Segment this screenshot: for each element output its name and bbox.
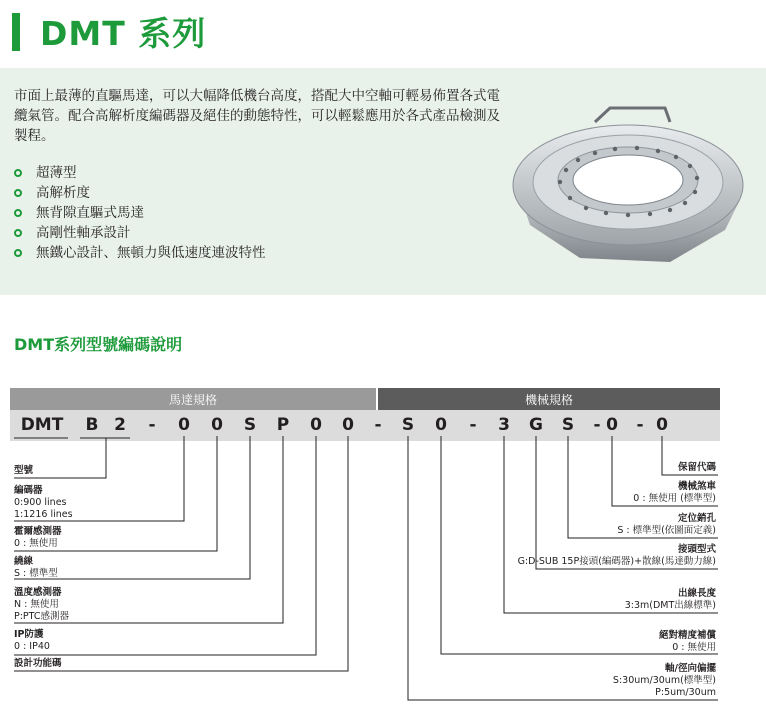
label-winding: 繞線 S : 標準型 <box>14 556 58 579</box>
feature-item: 超薄型 <box>14 163 266 183</box>
code-char: - <box>374 415 382 435</box>
code-char: 0 <box>310 415 322 435</box>
code-char: 0 <box>342 415 354 435</box>
code-char: S <box>561 415 575 435</box>
page-title: DMT 系列 <box>40 14 207 53</box>
label-connector: 接頭型式 G:D-SUB 15P接頭(編碼器)+散線(馬達動力線) <box>517 544 716 567</box>
code-char: 0 <box>435 415 447 435</box>
code-char: 0 <box>656 415 668 435</box>
feature-item: 無鐵心設計、無頓力與低速度連波特性 <box>14 243 266 263</box>
feature-item: 高剛性軸承設計 <box>14 223 266 243</box>
feature-item: 無背隙直驅式馬達 <box>14 203 266 223</box>
code-char: S <box>243 415 257 435</box>
code-char: 0 <box>211 415 223 435</box>
code-char: B <box>85 415 99 435</box>
code-char: - <box>469 415 477 435</box>
label-encoder: 編碼器 0:900 lines 1:1216 lines <box>14 485 73 520</box>
label-model: 型號 <box>14 465 34 476</box>
label-accuracy-comp: 絕對精度補償 0 : 無使用 <box>658 630 716 653</box>
label-brake: 機械煞車 0 : 無使用 (標準型) <box>633 481 716 504</box>
code-char: S <box>401 415 415 435</box>
section-title: DMT系列型號編碼說明 <box>14 335 183 354</box>
label-reserved-code: 保留代碼 <box>677 462 716 473</box>
code-char: - <box>593 415 601 435</box>
label-temp-sensor: 溫度感測器 N : 無使用 P:PTC感測器 <box>14 587 70 622</box>
code-char: 3 <box>498 415 510 435</box>
code-char: G <box>529 415 543 435</box>
label-dowel-pin: 定位銷孔 S : 標準型(依圖面定義) <box>617 513 716 536</box>
code-char: DMT <box>20 415 64 435</box>
code-char: 0 <box>606 415 618 435</box>
product-description: 市面上最薄的直驅馬達，可以大幅降低機台高度，搭配大中空軸可輕易佈置各式電纜氣管。配合高解析度編碼器及絕佳的動態特性，可以輕鬆應用於各式產品檢測及製程。 <box>14 88 500 144</box>
code-char: - <box>636 415 644 435</box>
motor-spec-header: 馬達規格 <box>10 388 376 410</box>
label-design-code: 設計功能碼 <box>14 658 62 669</box>
label-hall-sensor: 霍爾感測器 0 : 無使用 <box>14 526 62 549</box>
label-cable-length: 出線長度 3:3m(DMT出線標準) <box>624 588 716 611</box>
code-char: 0 <box>178 415 190 435</box>
feature-item: 高解析度 <box>14 183 266 203</box>
label-runout: 軸/徑向偏擺 S:30um/30um(標準型) P:5um/30um <box>612 663 716 698</box>
code-char: - <box>148 415 156 435</box>
mechanical-spec-header: 機械規格 <box>378 388 720 410</box>
label-ip-protection: IP防護 0 : IP40 <box>14 629 50 652</box>
code-char: P <box>276 415 290 435</box>
code-char: 2 <box>114 415 126 435</box>
